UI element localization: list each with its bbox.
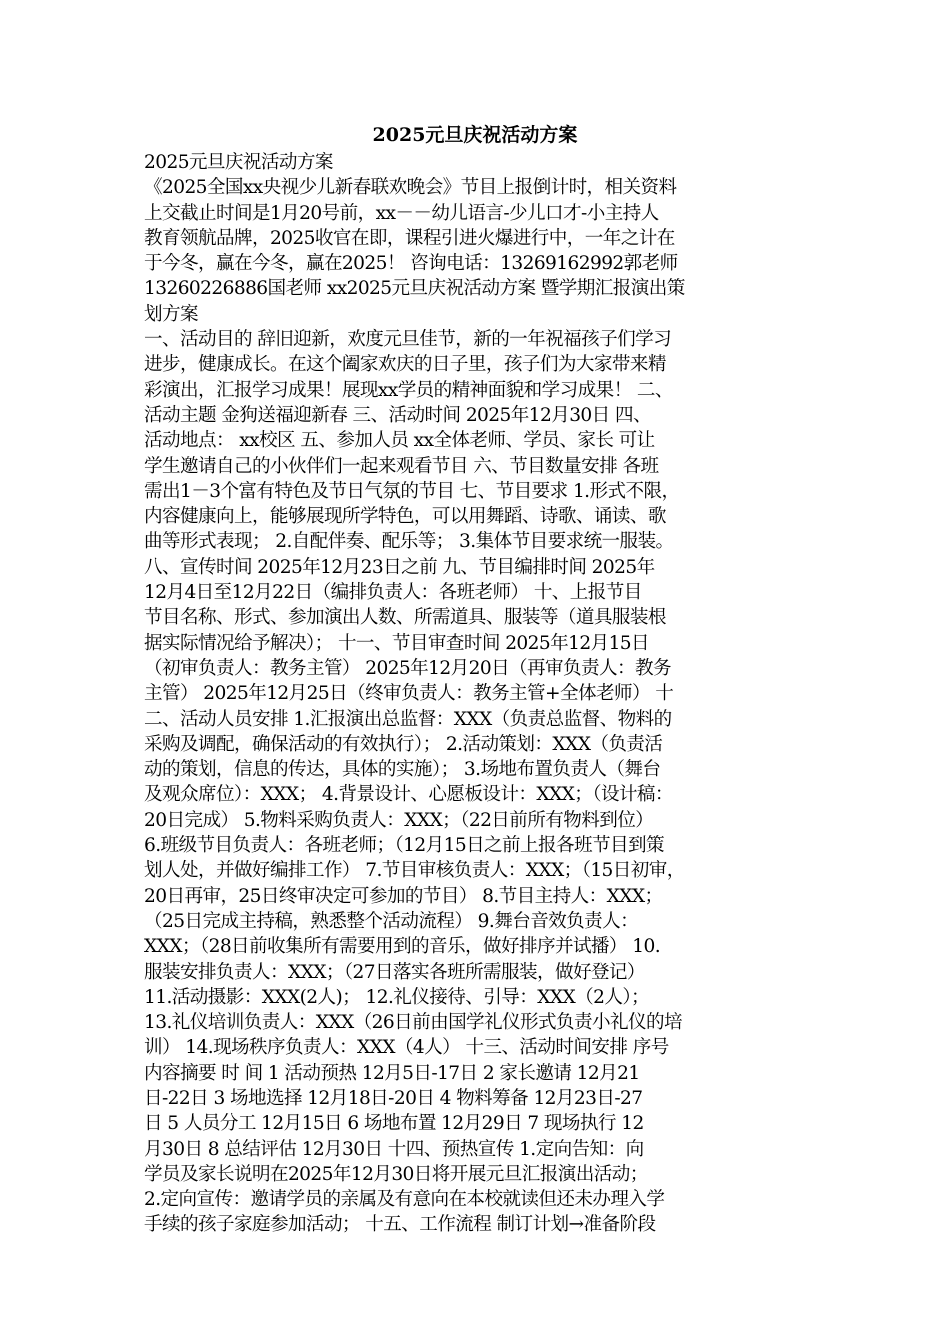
body-line: XXX；（28日前收集所有需要用到的音乐，做好排序并试播） 10. bbox=[144, 936, 661, 958]
body-line: 内容摘要 时 间 1 活动预热 12月5日-17日 2 家长邀请 12月21 bbox=[144, 1062, 640, 1084]
body-line: 训） 14.现场秩序负责人：XXX（4人） 十三、活动时间安排 序号 bbox=[144, 1037, 669, 1059]
body-line: 服装安排负责人：XXX；（27日落实各班所需服装，做好登记） bbox=[144, 961, 645, 983]
body-line: 月30日 8 总结评估 12月30日 十四、预热宣传 1.定向告知：向 bbox=[144, 1138, 644, 1160]
body-line: 12月4日至12月22日（编排负责人：各班老师） 十、上报节目 bbox=[144, 582, 642, 604]
body-line: 20日再审，25日终审决定可参加的节目） 8.节目主持人：XXX； bbox=[144, 885, 663, 907]
document-title: 2025元旦庆祝活动方案 bbox=[372, 124, 578, 146]
body-line: 动的策划，信息的传达，具体的实施）； 3.场地布置负责人（舞台 bbox=[144, 759, 661, 781]
body-line: （初审负责人：教务主管） 2025年12月20日（再审负责人：教务 bbox=[144, 657, 672, 679]
body-line: 学员及家长说明在2025年12月30日将开展元旦汇报演出活动； bbox=[144, 1163, 648, 1185]
body-line: 手续的孩子家庭参加活动； 十五、工作流程 制订计划→准备阶段 bbox=[144, 1214, 656, 1236]
body-line: 教育领航品牌，2025收官在即，课程引进火爆进行中，一年之计在 bbox=[144, 227, 675, 249]
body-line: 八、宣传时间 2025年12月23日之前 九、节目编排时间 2025年 bbox=[144, 556, 655, 578]
body-line: 上交截止时间是1月20号前，xx－－幼儿语言-少儿口才-小主持人 bbox=[144, 202, 659, 224]
body-line: 一、活动目的 辞旧迎新，欢度元旦佳节，新的一年祝福孩子们学习 bbox=[144, 329, 672, 351]
body-line: 日 5 人员分工 12月15日 6 场地布置 12月29日 7 现场执行 12 bbox=[144, 1113, 644, 1135]
body-line: 日-22日 3 场地选择 12月18日-20日 4 物料筹备 12月23日-27 bbox=[144, 1087, 643, 1109]
body-line: 学生邀请自己的小伙伴们一起来观看节目 六、节目数量安排 各班 bbox=[144, 455, 659, 477]
body-line: 内容健康向上，能够展现所学特色，可以用舞蹈、诗歌、诵读、歌 bbox=[144, 506, 666, 528]
document-body bbox=[144, 150, 814, 1238]
body-line: 主管） 2025年12月25日（终审负责人：教务主管+全体老师） 十 bbox=[144, 683, 674, 705]
body-line: 2025元旦庆祝活动方案 bbox=[144, 152, 333, 173]
body-line: 划人处，并做好编排工作） 7.节目审核负责人：XXX；（15日初审， bbox=[144, 860, 685, 882]
body-line: 活动主题 金狗送福迎新春 三、活动时间 2025年12月30日 四、 bbox=[144, 404, 651, 426]
body-line: 13.礼仪培训负责人：XXX（26日前由国学礼仪形式负责小礼仪的培 bbox=[144, 1012, 682, 1034]
body-line: 需出1－3个富有特色及节日气氛的节目 七、节目要求 1.形式不限， bbox=[144, 480, 680, 502]
body-line: 6.班级节目负责人：各班老师；（12月15日之前上报各班节目到策 bbox=[144, 835, 664, 857]
body-line: 及观众席位）：XXX； 4.背景设计、心愿板设计：XXX；（设计稿： bbox=[144, 784, 673, 806]
body-line: 11.活动摄影：XXX(2人)； 12.礼仪接待、引导：XXX（2人）； bbox=[144, 986, 650, 1008]
body-line: （25日完成主持稿，熟悉整个活动流程） 9.舞台音效负责人： bbox=[144, 910, 639, 932]
body-line: 采购及调配，确保活动的有效执行）； 2.活动策划：XXX（负责活 bbox=[144, 733, 663, 755]
body-line: 2.定向宣传：邀请学员的亲属及有意向在本校就读但还未办理入学 bbox=[144, 1189, 665, 1211]
body-line: 进步，健康成长。在这个阖家欢庆的日子里，孩子们为大家带来精 bbox=[144, 354, 666, 376]
body-line: 彩演出，汇报学习成果！展现xx学员的精神面貌和学习成果！ 二、 bbox=[144, 379, 673, 401]
body-line: 于今冬，赢在今冬，赢在2025！ 咨询电话：13269162992郭老师 bbox=[144, 253, 678, 275]
body-line: 曲等形式表现； 2.自配伴奏、配乐等； 3.集体节目要求统一服装。 bbox=[144, 531, 674, 553]
body-line: 《2025全国xx央视少儿新春联欢晚会》节目上报倒计时，相关资料 bbox=[144, 177, 677, 199]
body-line: 活动地点： xx校区 五、参加人员 xx全体老师、学员、家长 可让 bbox=[144, 430, 655, 452]
body-line: 节目名称、形式、参加演出人数、所需道具、服装等（道具服装根 bbox=[144, 607, 666, 629]
body-line: 13260226886国老师 xx2025元旦庆祝活动方案 暨学期汇报演出策 bbox=[144, 278, 685, 300]
body-line: 据实际情况给予解决）； 十一、节目审查时间 2025年12月15日 bbox=[144, 632, 650, 654]
body-line: 二、活动人员安排 1.汇报演出总监督：XXX（负责总监督、物料的 bbox=[144, 708, 672, 730]
body-line: 20日完成） 5.物料采购负责人：XXX；（22日前所有物料到位） bbox=[144, 809, 654, 831]
body-line: 划方案 bbox=[144, 303, 198, 325]
